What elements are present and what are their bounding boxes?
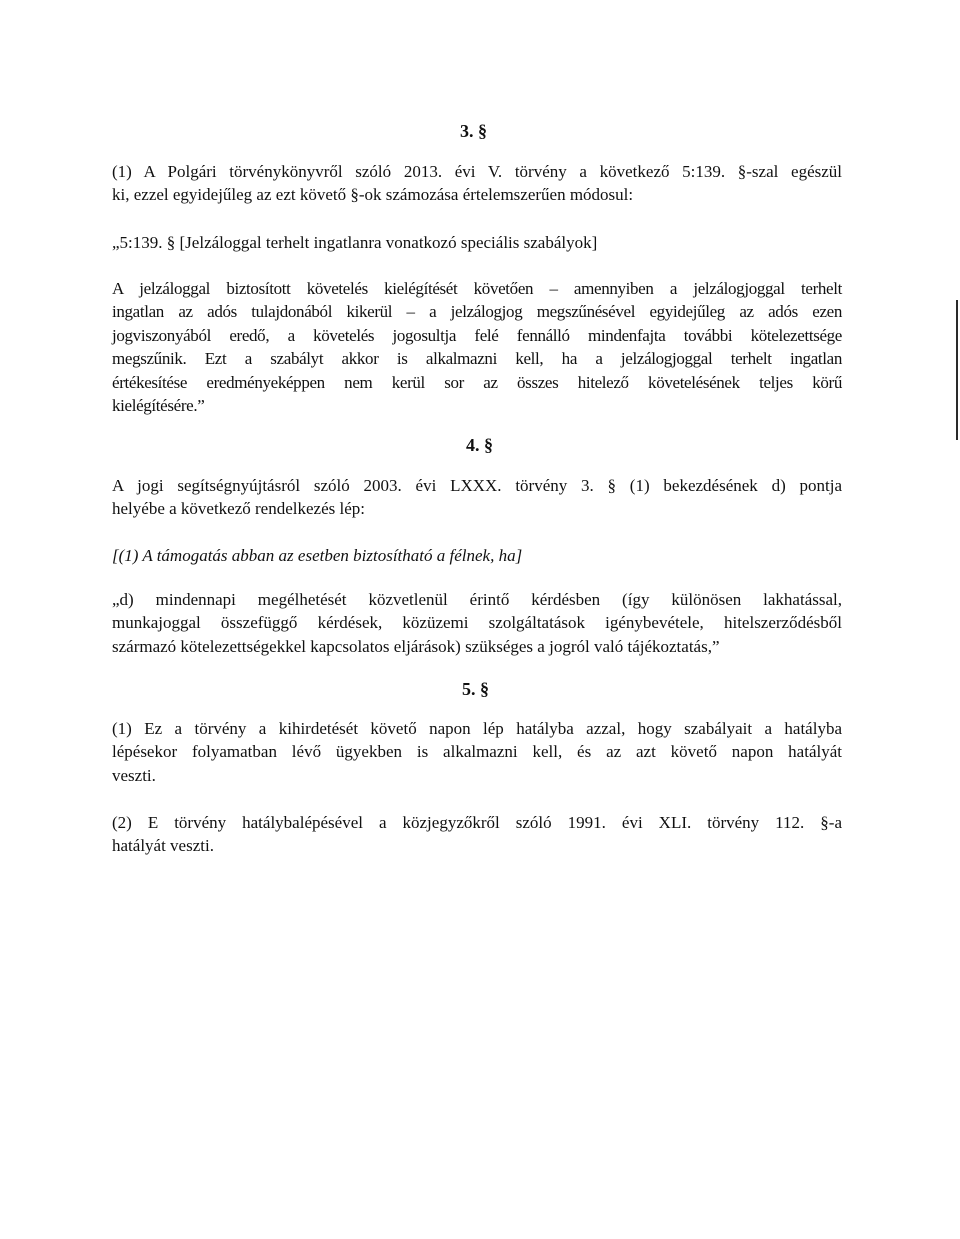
section-5-paragraph-1 [112, 717, 842, 787]
paragraph-line: A jogi segítségnyújtásról szóló 2003. évi LXXX. törvény 3. § (1) bekezdésének d) pontja [112, 476, 842, 495]
paragraph-line: lépésekor folyamatban lévő ügyekben is alkalmazni kell, és az azt követő napon hatályát [112, 742, 842, 762]
section-4-paragraph-2 [112, 544, 842, 567]
paragraph-line: munkajoggal összefüggő kérdések, közüzemi szolgáltatások igénybevétele, hitelszerződésből [112, 613, 842, 633]
paragraph-line: származó kötelezettségekkel kapcsolatos eljárások) szükséges a jogról való tájékoztatás,” [112, 636, 720, 656]
paragraph-line: (1) A Polgári törvénykönyvről szóló 2013. évi V. törvény a következő 5:139. §-szal egészül [112, 162, 842, 181]
paragraph-line: megszűnik. Ezt a szabályt akkor is alkalmazni kell, ha a jelzálogjoggal terhelt ingatlan [112, 349, 842, 369]
section-3-paragraph-2 [112, 231, 842, 254]
paragraph-line: A jelzáloggal biztosított követelés kielégítését követően – amennyiben a jelzálogjoggal terhelt [112, 279, 842, 298]
section-4-heading: 4. § [466, 435, 493, 455]
section-3-heading: 3. § [460, 121, 487, 141]
paragraph-line: értékesítése eredményeképpen nem kerül sor az összes hitelező követelésének teljes körű [112, 372, 842, 392]
section-5-paragraph-2 [112, 811, 842, 858]
paragraph-line: helyébe a következő rendelkezés lép: [112, 499, 365, 519]
scan-edge-line [956, 300, 958, 440]
paragraph-line: jogviszonyából eredő, a követelés jogosultja felé fennálló mindenfajta további kötelezettsége [112, 325, 842, 345]
paragraph-line: ki, ezzel egyidejűleg az ezt követő §-ok számozása értelemszerűen módosul: [112, 185, 634, 205]
section-4-paragraph-1 [112, 474, 842, 521]
section-3-paragraph-3 [112, 277, 842, 417]
paragraph-line: (2) E törvény hatálybalépésével a közjegyzőkről szóló 1991. évi XLI. törvény 112. §-a [112, 813, 842, 832]
section-3-paragraph-1 [112, 160, 842, 207]
paragraph-line: „5:139. § [Jelzáloggal terhelt ingatlanra vonatkozó speciális szabályok] [112, 233, 598, 252]
paragraph-line: hatályát veszti. [112, 836, 214, 856]
paragraph-line: (1) Ez a törvény a kihirdetését követő napon lép hatályba azzal, hogy szabályait a hatályba [112, 719, 842, 738]
paragraph-line: „d) mindennapi megélhetését közvetlenül érintő kérdésben (így különösen lakhatással, [112, 590, 842, 609]
section-5-heading: 5. § [462, 679, 489, 699]
paragraph-line: [(1) A támogatás abban az esetben biztosítható a félnek, ha] [112, 546, 523, 565]
paragraph-line: kielégítésére.” [112, 396, 205, 416]
paragraph-line: ingatlan az adós tulajdonából kikerül – a jelzálogjog megszűnésével egyidejűleg az adós ezen [112, 302, 842, 322]
paragraph-line: veszti. [112, 765, 156, 785]
section-4-paragraph-3 [112, 588, 842, 658]
